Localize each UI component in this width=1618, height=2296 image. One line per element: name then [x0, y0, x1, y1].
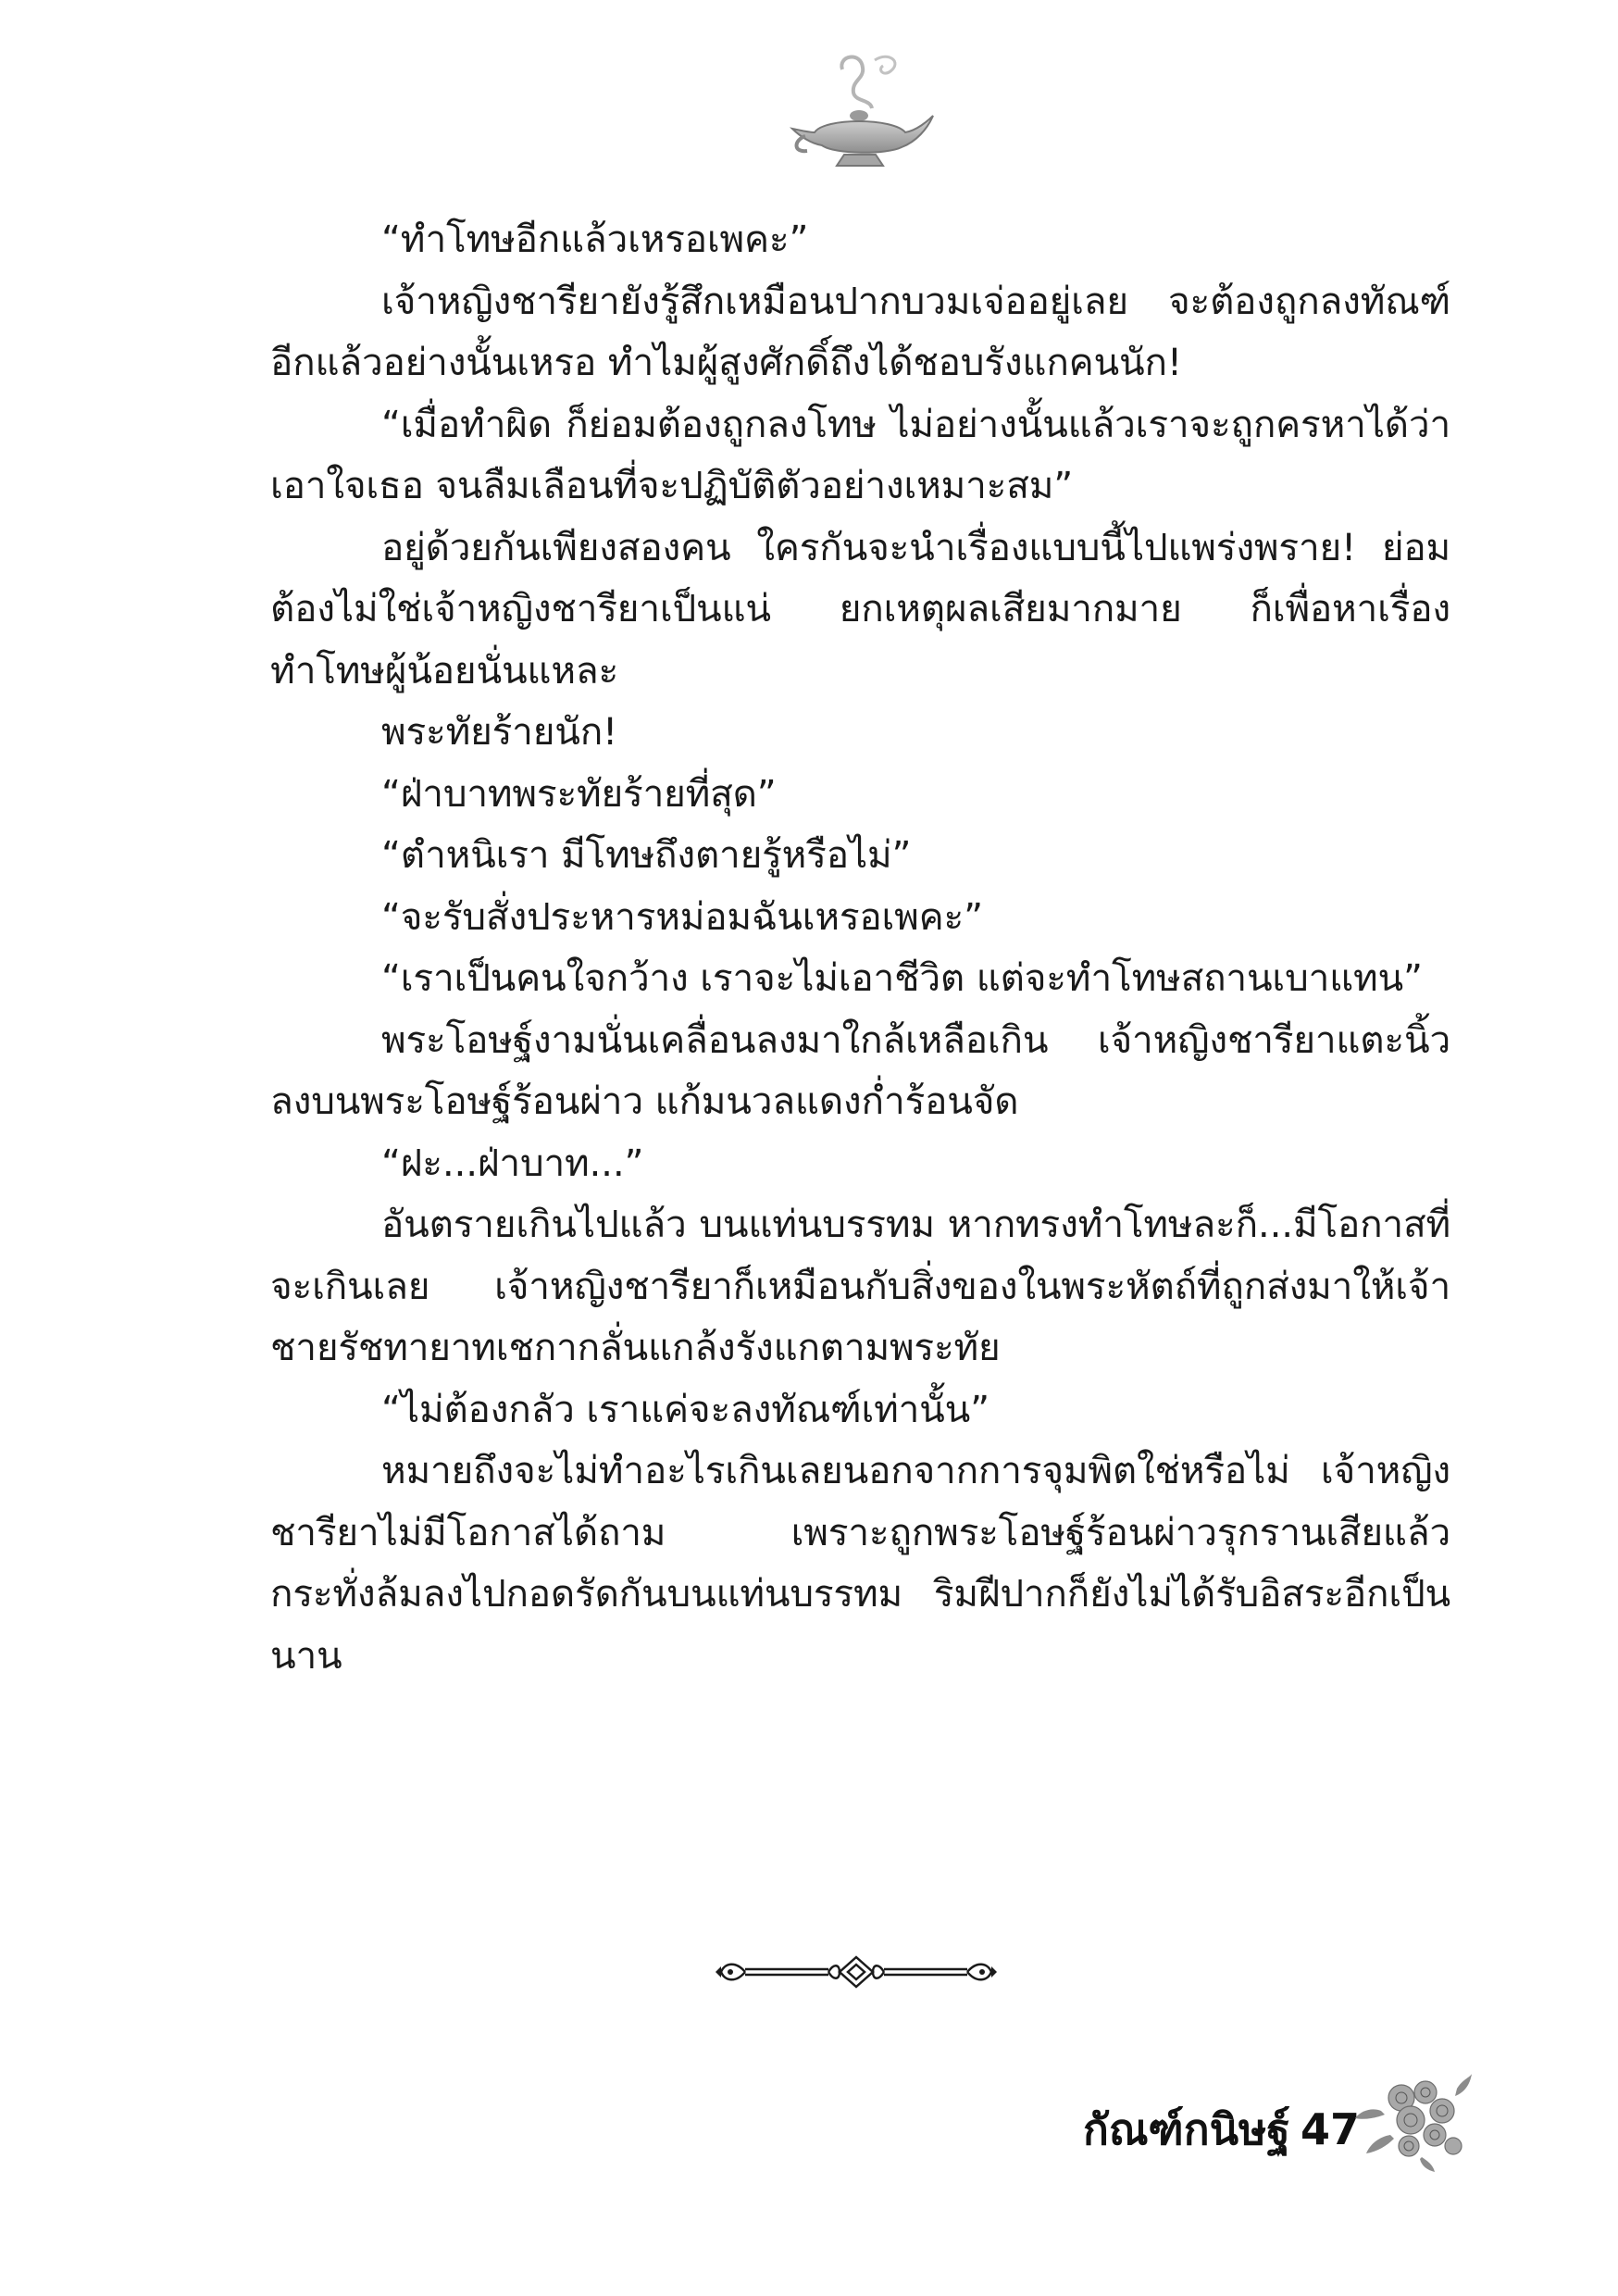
book-title: กัณฑ์กนิษฐ์ [1083, 2104, 1290, 2154]
paragraph: เจ้าหญิงชารียายังรู้สึกเหมือนปากบวมเจ่ออยู่เลย จะต้องถูกลงทัณฑ์อีกแล้วอย่างนั้นเหรอ ทำไมผู้สูงศักดิ์ถึงได้ชอบรังแกคนนัก! [270, 278, 1450, 384]
paragraph: “ฝ่าบาทพระทัยร้ายที่สุด” [381, 770, 777, 816]
ornamental-divider-icon [708, 1952, 1004, 1992]
page-number: 47 [1301, 2104, 1361, 2154]
genie-lamp-icon [787, 51, 935, 171]
paragraph: อันตรายเกินไปแล้ว บนแท่นบรรทม หากทรงทำโทษละก็...มีโอกาสที่จะเกินเลย เจ้าหญิงชารียาก็เหมือนกับสิ่งของในพระหัตถ์ที่ถูกส่งมาให้เจ้าชายรัชทายาทเชกากลั่นแกล้งรังแกตามพระทัย [270, 1202, 1450, 1369]
flower-bouquet-icon [1353, 2070, 1474, 2174]
paragraph: “เราเป็นคนใจกว้าง เราจะไม่เอาชีวิต แต่จะทำโทษสถานเบาแทน” [381, 955, 1423, 1000]
paragraph: “ไม่ต้องกลัว เราแค่จะลงทัณฑ์เท่านั้น” [381, 1386, 989, 1431]
paragraph: หมายถึงจะไม่ทำอะไรเกินเลยนอกจากการจุมพิตใช่หรือไม่ เจ้าหญิงชารียาไม่มีโอกาสได้ถาม เพราะถูกพระโอษฐ์ร้อนผ่าวรุกรานเสียแล้ว กระทั่งล้มลงไปกอดรัดกันบนแท่นบรรทม ริมฝีปากก็ยังไม่ได้รับอิสระอีกเป็นนาน [270, 1448, 1450, 1678]
paragraph: “ตำหนิเรา มีโทษถึงตายรู้หรือไม่” [381, 832, 912, 877]
paragraph: “เมื่อทำผิด ก็ย่อมต้องถูกลงโทษ ไม่อย่างนั้นแล้วเราจะถูกครหาได้ว่าเอาใจเธอ จนลืมเลือนที่จะปฏิบัติตัวอย่างเหมาะสม” [270, 401, 1450, 507]
paragraph: พระโอษฐ์งามนั่นเคลื่อนลงมาใกล้เหลือเกิน เจ้าหญิงชารียาแตะนิ้วลงบนพระโอษฐ์ร้อนผ่าว แก้มนวลแดงก่ำร้อนจัด [270, 1017, 1450, 1123]
paragraph: “ฝะ...ฝ่าบาท...” [381, 1140, 644, 1185]
paragraph: “ทำโทษอีกแล้วเหรอเพคะ” [381, 217, 809, 261]
paragraph: พระทัยร้ายนัก! [381, 709, 618, 754]
story-text [270, 208, 1450, 1686]
paragraph: อยู่ด้วยกันเพียงสองคน ใครกันจะนำเรื่องแบบนี้ไปแพร่งพราย! ย่อมต้องไม่ใช่เจ้าหญิงชารียาเป็นแน่ ยกเหตุผลเสียมากมาย ก็เพื่อหาเรื่องทำโทษผู้น้อยนั่นแหละ [270, 524, 1450, 693]
paragraph: “จะรับสั่งประหารหม่อมฉันเหรอเพคะ” [381, 893, 983, 939]
